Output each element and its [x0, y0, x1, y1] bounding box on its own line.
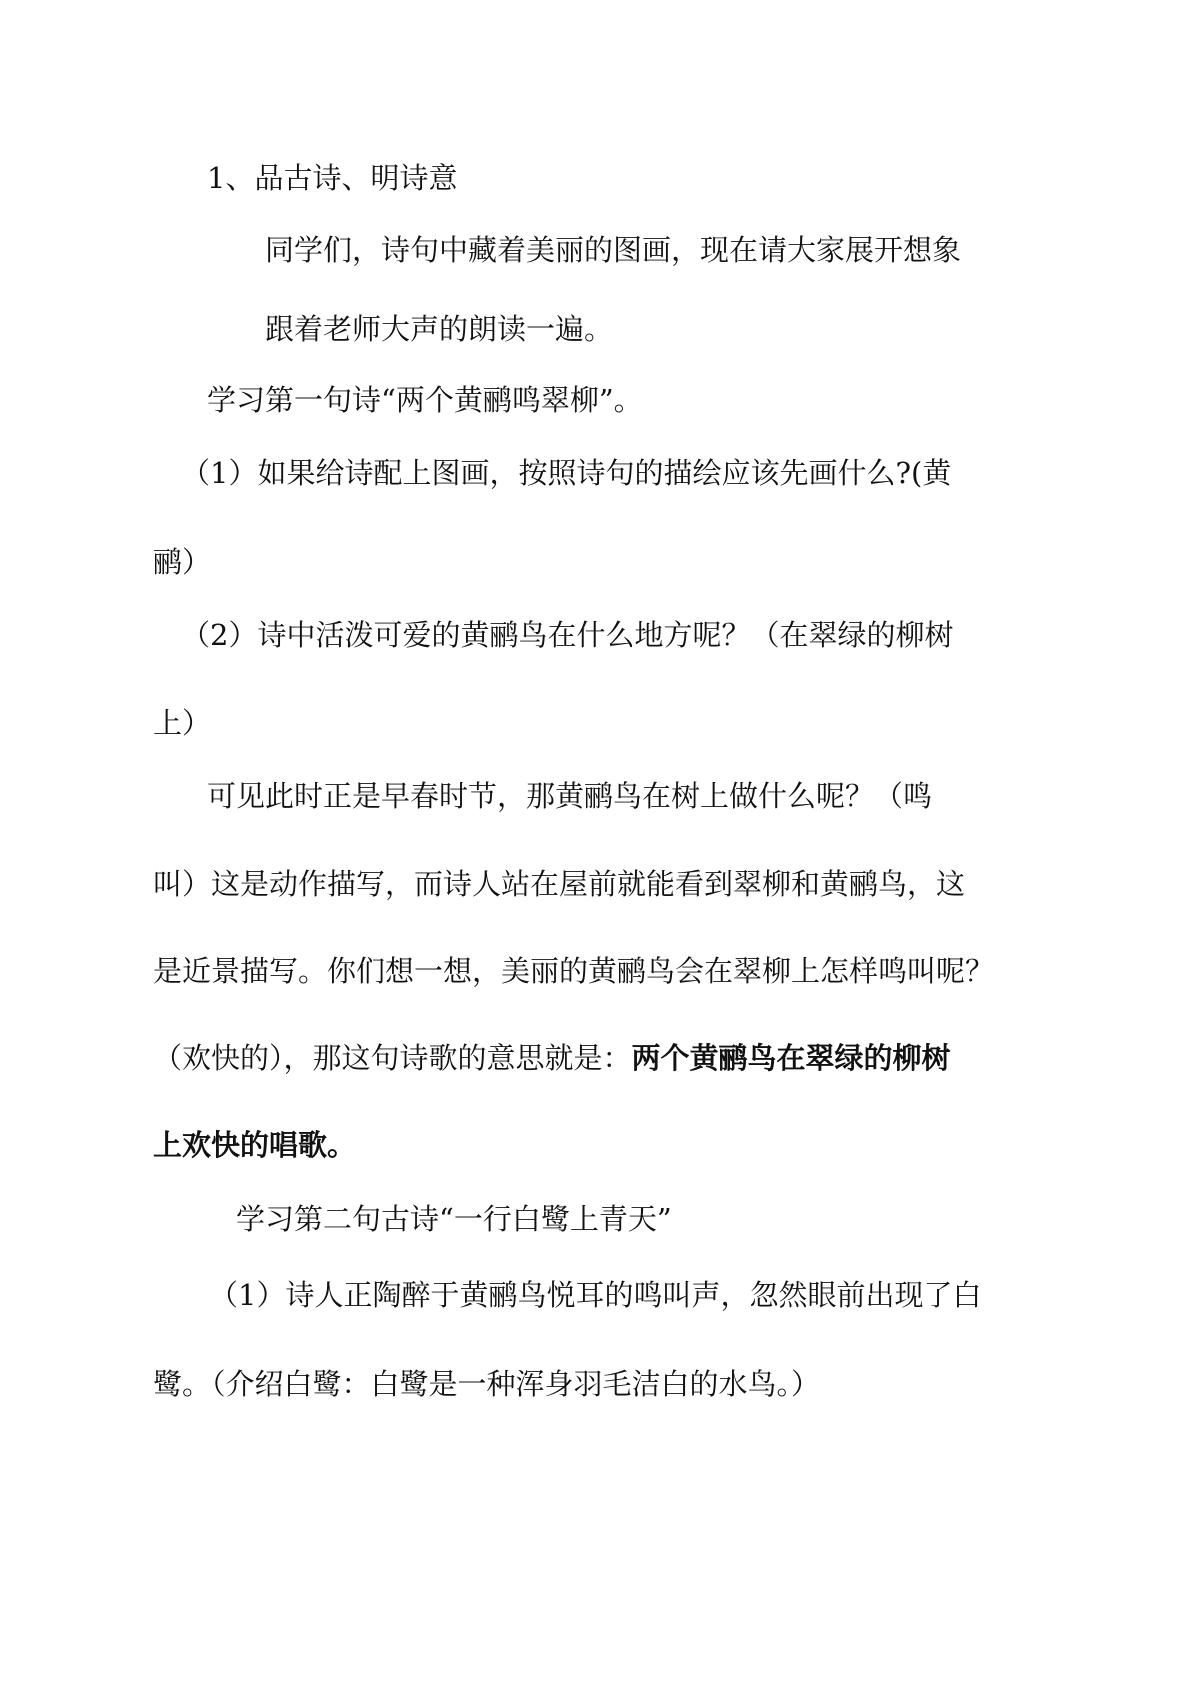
emphasized-text: 两个黄鹂鸟在翠绿的柳树 — [631, 1041, 951, 1075]
emphasized-text: 上欢快的唱歌。 — [153, 1128, 357, 1162]
paragraph-line — [153, 1040, 951, 1076]
intro-line: 跟着老师大声的朗读一遍。 — [265, 312, 614, 346]
paragraph-line: 可见此时正是早春时节，那黄鹂鸟在树上做什么呢？（鸣 — [207, 779, 933, 813]
question-line: （2）诗中活泼可爱的黄鹂鸟在什么地方呢？（在翠绿的柳树 — [181, 618, 954, 652]
section-title: 学习第二句古诗“一行白鹭上青天” — [236, 1202, 672, 1236]
paragraph-line: 叫）这是动作描写，而诗人站在屋前就能看到翠柳和黄鹂鸟，这 — [153, 867, 966, 901]
section-heading: 1、品古诗、明诗意 — [207, 161, 458, 195]
question-line: 上） — [153, 706, 212, 740]
paragraph-text: （欢快的），那这句诗歌的意思就是： — [153, 1041, 632, 1075]
question-line: （1）诗人正陶醉于黄鹂鸟悦耳的鸣叫声，忽然眼前出现了白 — [209, 1278, 982, 1312]
intro-line: 同学们，诗句中藏着美丽的图画，现在请大家展开想象 — [265, 233, 962, 267]
question-line: 鹭。（介绍白鹭：白鹭是一种浑身羽毛洁白的水鸟。） — [153, 1367, 821, 1401]
question-line: （1）如果给诗配上图画，按照诗句的描绘应该先画什么?(黄 — [181, 456, 952, 490]
paragraph-line: 是近景描写。你们想一想，美丽的黄鹂鸟会在翠柳上怎样鸣叫呢？ — [153, 954, 995, 988]
question-line: 鹂） — [153, 545, 212, 579]
section-title: 学习第一句诗“两个黄鹂鸣翠柳”。 — [207, 383, 643, 417]
